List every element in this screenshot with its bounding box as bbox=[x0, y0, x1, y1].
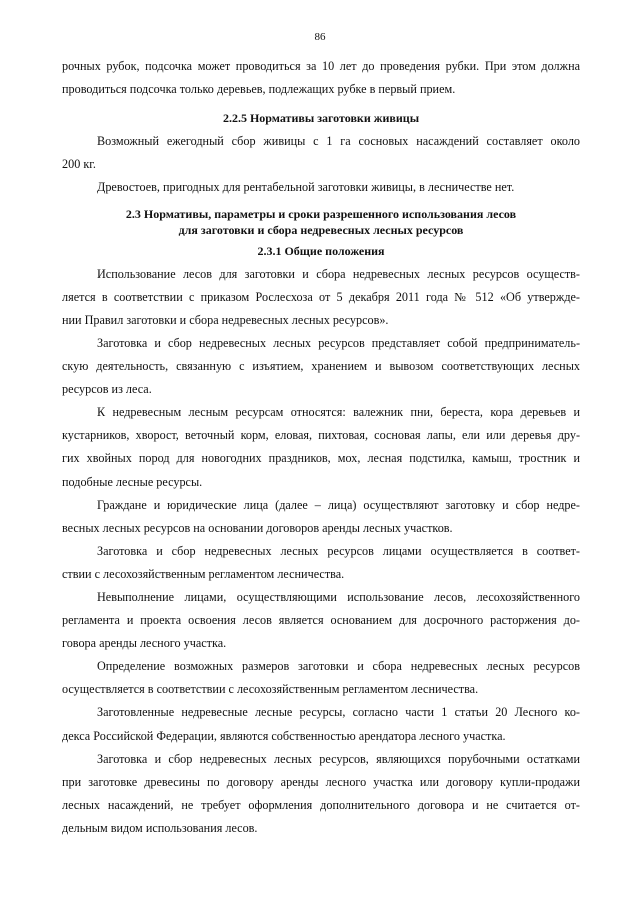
text-line: осуществляется в соответствии с лесохозяйственным регламентом лесничества. bbox=[62, 682, 479, 697]
text-line: ляется в соответствии с приказом Рослесхоза от 5 декабря 2011 года № 512 «Об утвержде- bbox=[62, 289, 580, 304]
text-line: говора аренды лесного участка. bbox=[62, 636, 227, 651]
paragraph bbox=[62, 130, 580, 176]
paragraph bbox=[62, 748, 580, 840]
page-number: 86 bbox=[314, 31, 326, 43]
text-line: Заготовка и сбор недревесных лесных ресурсов, являющихся порубочными остатками bbox=[97, 751, 580, 766]
paragraph bbox=[62, 263, 580, 332]
text-line: ствии с лесохозяйственным регламентом лесничества. bbox=[62, 566, 345, 581]
paragraph bbox=[62, 586, 580, 655]
text-line: скую деятельность, связанную с изъятием, хранением и вывозом соответствующих лесных bbox=[62, 359, 580, 374]
text-line: Заготовка и сбор недревесных лесных ресурсов лицами осуществляется в соответ- bbox=[97, 543, 580, 558]
paragraph bbox=[62, 540, 580, 586]
text-line: Заготовка и сбор недревесных лесных ресурсов представляет собой предприниматель- bbox=[97, 335, 580, 350]
text-line: Граждане и юридические лица (далее – лица) осуществляют заготовку и сбор недре- bbox=[97, 497, 580, 512]
text-line: рочных рубок, подсочка может проводиться за 10 лет до проведения рубки. При этом должна bbox=[62, 59, 580, 73]
text-line: проводиться подсочка только деревьев, подлежащих рубке в первый прием. bbox=[62, 82, 456, 97]
text-line: Определение возможных размеров заготовки и сбора недревесных лесных ресурсов bbox=[97, 659, 580, 674]
text-line: регламента и проекта освоения лесов является основанием для досрочного расторжения до- bbox=[62, 613, 580, 628]
text-line: К недревесным лесным ресурсам относятся: валежник пни, береста, кора деревьев и bbox=[97, 405, 580, 420]
paragraph bbox=[62, 332, 580, 401]
paragraph-intro bbox=[62, 55, 580, 101]
section-heading-2-3: 2.3 Нормативы, параметры и сроки разрешенного использования лесов bbox=[125, 206, 517, 221]
text-line: Возможный ежегодный сбор живицы с 1 га сосновых насаждений составляет около bbox=[97, 134, 580, 149]
text-line: при заготовке древесины по договору аренды лесного участка или договору купли-продажи bbox=[62, 774, 580, 789]
text-column bbox=[62, 55, 580, 840]
paragraph bbox=[62, 494, 580, 540]
paragraph bbox=[62, 401, 580, 493]
text-line: кустарников, хворост, веточный корм, еловая, пихтовая, сосновая лапы, ели или деревья дру- bbox=[62, 428, 580, 443]
paragraph bbox=[62, 655, 580, 701]
paragraph bbox=[62, 701, 580, 747]
section-heading-2-3-1: 2.3.1 Общие положения bbox=[257, 243, 385, 258]
section-heading-2-3-line2: для заготовки и сбора недревесных лесных ресурсов bbox=[178, 222, 464, 237]
text-line: Заготовленные недревесные лесные ресурсы, согласно части 1 статьи 20 Лесного ко- bbox=[97, 705, 580, 720]
section-heading-2-2-5: 2.2.5 Нормативы заготовки живицы bbox=[222, 111, 420, 126]
text-line: дельным видом использования лесов. bbox=[62, 820, 258, 835]
text-line: Невыполнение лицами, осуществляющими использование лесов, лесохозяйственного bbox=[97, 589, 580, 604]
text-line: гих хвойных пород для новогодних праздников, мох, лесная подстилка, камыш, тростник и bbox=[62, 451, 580, 466]
text-line: подобные лесные ресурсы. bbox=[62, 474, 203, 489]
text-line: ресурсов из леса. bbox=[62, 382, 152, 397]
text-line: 200 кг. bbox=[62, 157, 96, 172]
text-line: лесных насаждений, не требует оформления дополнительного договора и не считается от- bbox=[62, 797, 580, 812]
text-line: Использование лесов для заготовки и сбора недревесных лесных ресурсов осуществ- bbox=[97, 266, 580, 281]
text-line: нии Правил заготовки и сбора недревесных лесных ресурсов». bbox=[62, 312, 389, 327]
text-line: весных лесных ресурсов на основании договоров аренды лесных участков. bbox=[62, 520, 453, 535]
paragraph: Древостоев, пригодных для рентабельной заготовки живицы, в лесничестве нет. bbox=[97, 180, 515, 195]
text-line: декса Российской Федерации, являются собственностью арендатора лесного участка. bbox=[62, 728, 506, 743]
